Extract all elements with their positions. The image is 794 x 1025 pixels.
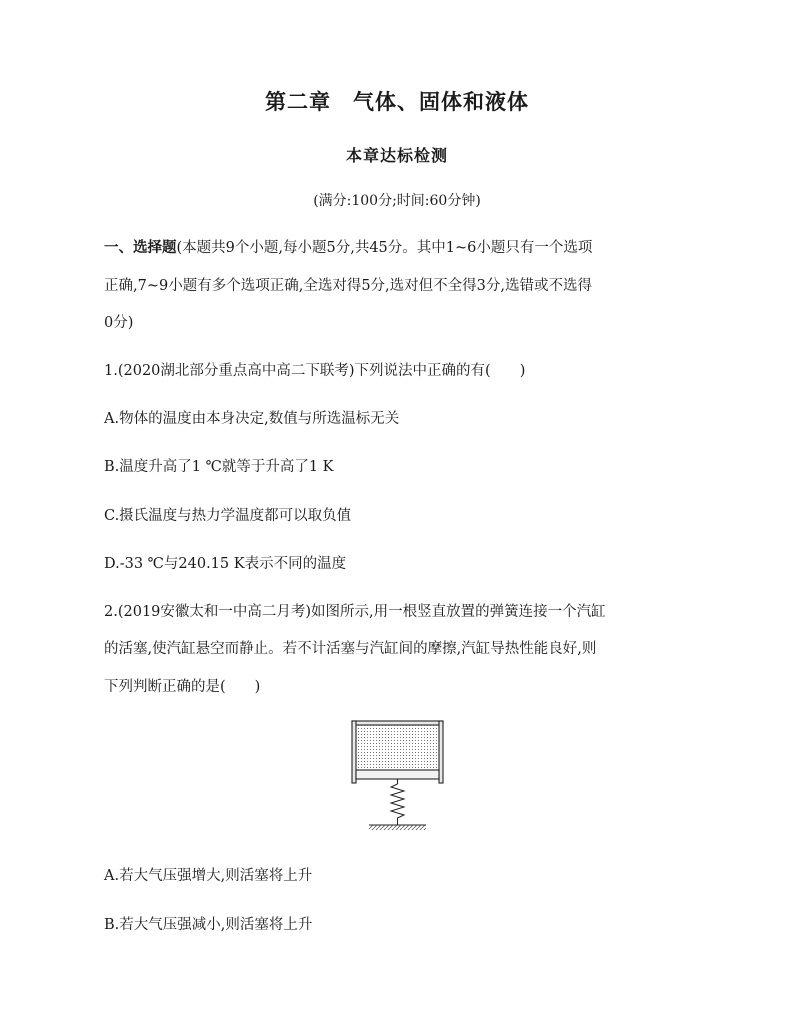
question-2-stem-line-2: 的活塞,使汽缸悬空而静止。若不计活塞与汽缸间的摩擦,汽缸导热性能良好,则 <box>104 641 597 657</box>
section-intro-line-1 <box>104 238 592 258</box>
question-1-option-b: B.温度升高了1 ℃就等于升高了1 K <box>104 459 334 475</box>
question-2-option-a: A.若大气压强增大,则活塞将上升 <box>104 868 313 884</box>
cylinder-spring-diagram-icon <box>342 712 452 842</box>
question-1-option-a: A.物体的温度由本身决定,数值与所选温标无关 <box>104 411 400 427</box>
question-2-stem-line-1: 2.(2019安徽太和一中高二月考)如图所示,用一根竖直放置的弹簧连接一个汽缸 <box>104 604 606 620</box>
question-1-option-d: D.-33 ℃与240.15 K表示不同的温度 <box>104 556 347 572</box>
question-1-stem: 1.(2020湖北部分重点高中高二下联考)下列说法中正确的有( ) <box>104 363 526 379</box>
section-subtitle: 本章达标检测 <box>345 146 448 165</box>
section-intro-line-2: 正确,7~9小题有多个选项正确,全选对得5分,选对但不全得3分,选错或不选得 <box>104 278 592 294</box>
section-intro-text: (本题共9个小题,每小题5分,共45分。其中1~6小题只有一个选项 <box>176 240 593 256</box>
question-1-option-c: C.摄氏温度与热力学温度都可以取负值 <box>104 508 352 524</box>
section-intro-line-3: 0分) <box>104 315 134 331</box>
question-2-option-b: B.若大气压强减小,则活塞将上升 <box>104 917 313 933</box>
question-2-stem-line-3: 下列判断正确的是( ) <box>104 679 261 695</box>
section-heading: 一、选择题 <box>104 239 177 256</box>
chapter-title: 第二章 气体、固体和液体 <box>265 89 529 114</box>
exam-meta: (满分:100分;时间:60分钟) <box>313 193 481 209</box>
